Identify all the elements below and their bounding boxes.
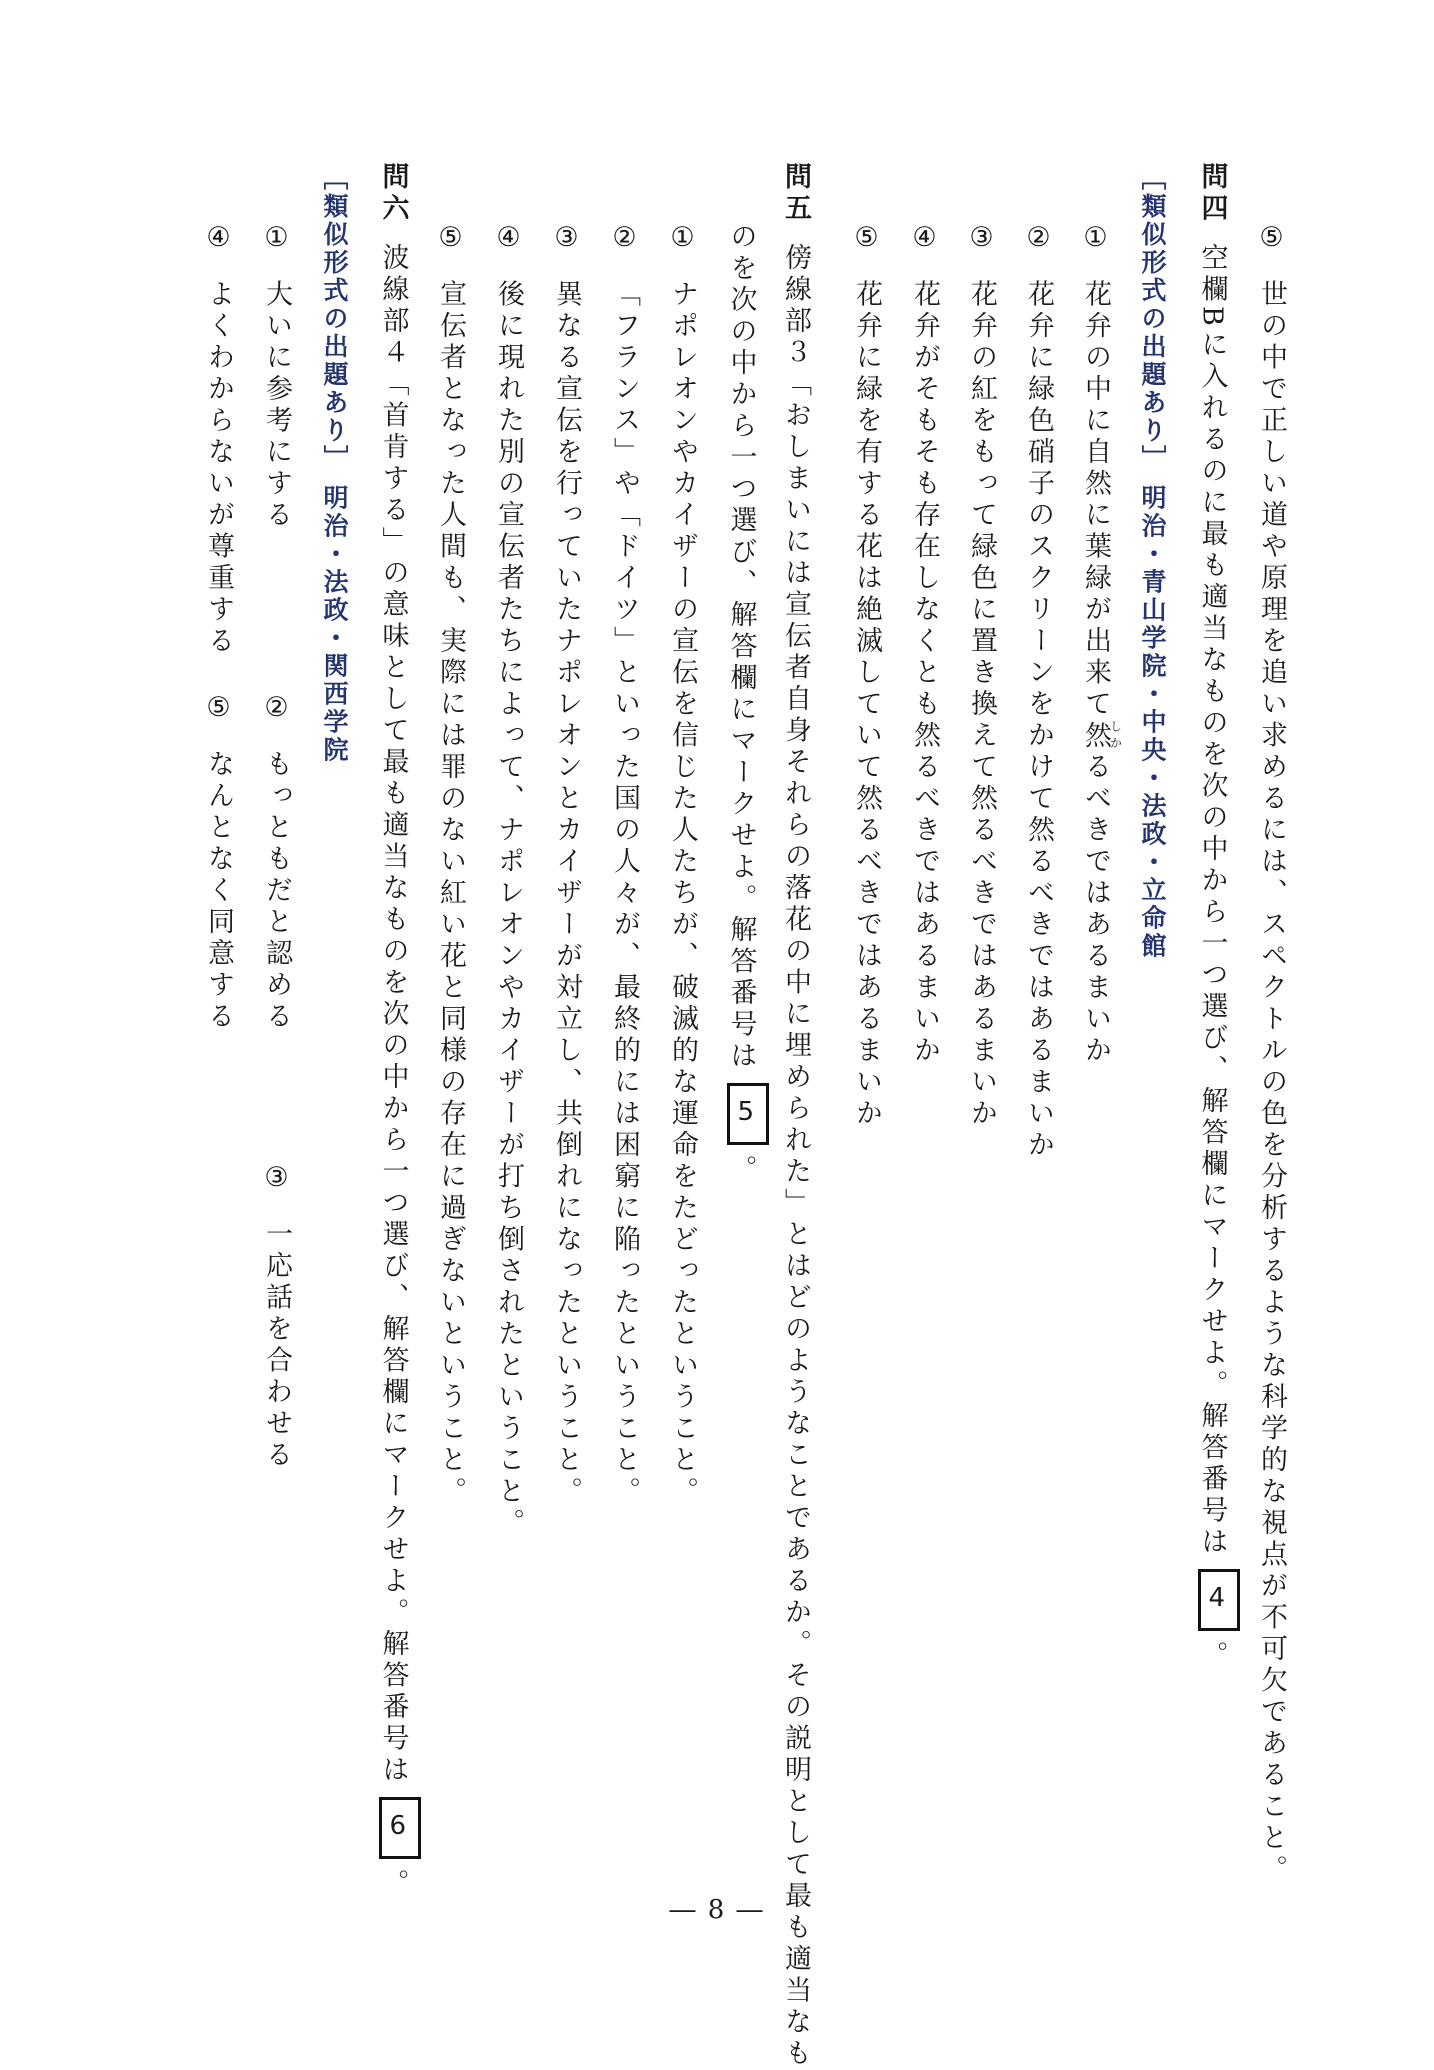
choice-mark: ③ [261,1162,292,1198]
choice-mark: ④ [493,222,524,258]
choice-text: 異なる宣伝を行っていたナポレオンとカイザーが対立し、共倒れになったということ。 [551,279,582,1508]
choice-mark: ④ [203,222,234,258]
q5-question-line2 [727,222,769,1186]
choice-mark: ① [1080,222,1111,258]
question-label: 問六 [377,162,409,225]
page-number: ― 8 ― [669,1895,765,1925]
q6-choice-2[interactable] [263,692,290,1033]
q4-choice-4[interactable] [911,222,938,1067]
choice-text: 「フランス」や「ドイツ」といった国の人々が、最終的には困窮に陥ったということ。 [609,279,640,1508]
choice-ruby [1080,719,1123,753]
choice-text: 花弁がそもそも存在しなくとも然るべきではあるまいか [909,279,940,1067]
answer-box[interactable]: 4 [1198,1569,1240,1631]
q6-similar-format-tag: ［類似形式の出題あり］ 明治・法政・関西学院 [320,165,349,765]
q3-choice-5 [1258,222,1285,1886]
choice-text: なんとなく同意する [203,749,234,1033]
question-text: 傍線部３「おしまいには宣伝者自身それらの落花の中に埋められた」とはどのようなことであるか。その説明として最も適当なも [780,243,811,2070]
choice-mark: ⑤ [851,222,882,258]
choice-text: もっともだと認める [261,749,292,1033]
ruby-reading: しか [1108,719,1123,753]
q4-similar-format-tag: ［類似形式の出題あり］ 明治・青山学院・中央・法政・立命館 [1138,165,1167,961]
choice-mark: ① [667,222,698,258]
choice-mark: ④ [909,222,940,258]
q6-question [379,162,421,1900]
q4-question [1198,162,1240,1672]
choice-text: 一応話を合わせる [261,1219,292,1472]
choice-mark: ② [1023,222,1054,258]
choice-mark: ⑤ [1256,222,1287,258]
choice-mark: ③ [966,222,997,258]
answer-box[interactable]: 5 [727,1083,769,1145]
q5-choice-2[interactable] [611,222,638,1508]
q5-choice-3[interactable] [553,222,580,1508]
question-text: 波線部４「首肯する」の意味として最も適当なものを次の中から一つ選び、解答欄にマークせよ。解答番号は [377,243,409,1787]
q4-choice-2[interactable] [1025,222,1052,1162]
q4-choice-3[interactable] [968,222,995,1130]
question-text-end: 。 [1196,1640,1228,1673]
choice-mark: ② [609,222,640,258]
choice-text: 花弁の紅をもって緑色に置き換えて然るべきではあるまいか [966,279,997,1130]
q6-choice-4[interactable] [205,222,232,658]
choice-text: 世の中で正しい道や原理を追い求めるには、スペクトルの色を分析するような科学的な視点が不可欠であること。 [1256,279,1287,1886]
question-label: 問四 [1196,162,1228,225]
choice-mark: ③ [551,222,582,258]
q5-choice-5[interactable] [437,222,464,1508]
choice-text: よくわからないが尊重する [203,279,234,658]
question-text: のを次の中から一つ選び、解答欄にマークせよ。解答番号は [725,222,757,1073]
q6-choice-3[interactable] [263,1162,290,1472]
q4-choice-5[interactable] [853,222,880,1130]
q5-choice-4[interactable] [495,222,522,1540]
choice-text-rest: るべきではあるまいか [1080,752,1111,1067]
q4-choice-1[interactable] [1082,222,1122,1067]
q6-choice-1[interactable] [263,222,290,532]
answer-box[interactable]: 6 [379,1797,421,1859]
choice-text: 後に現れた別の宣伝者たちによって、ナポレオンやカイザーが打ち倒されたということ。 [493,279,524,1540]
question-text-end: 。 [725,1154,757,1186]
question-label: 問五 [780,162,811,225]
choice-text: 大いに参考にする [261,279,292,532]
choice-mark: ⑤ [203,692,234,728]
q6-choice-5[interactable] [205,692,232,1033]
q5-choice-1[interactable] [669,222,696,1508]
choice-text: 花弁に緑色硝子のスクリーンをかけて然るべきではあるまいか [1023,279,1054,1162]
choice-mark: ⑤ [435,222,466,258]
q5-question-line1 [782,162,809,2070]
choice-mark: ① [261,222,292,258]
choice-mark: ② [261,692,292,728]
question-text: 空欄Bに入れるのに最も適当なものを次の中から一つ選び、解答欄にマークせよ。解答番号は [1196,243,1228,1559]
choice-text: 花弁の中に自然に葉緑が出来て [1080,279,1111,721]
choice-text: ナポレオンやカイザーの宣伝を信じた人たちが、破滅的な運命をたどったということ。 [667,279,698,1508]
question-text-end: 。 [377,1868,409,1900]
choice-text: 花弁に緑を有する花は絶滅していて然るべきではあるまいか [851,279,882,1130]
choice-text: 宣伝者となった人間も、実際には罪のない紅い花と同様の存在に過ぎないということ。 [435,279,466,1508]
ruby-base: 然 [1080,719,1111,753]
